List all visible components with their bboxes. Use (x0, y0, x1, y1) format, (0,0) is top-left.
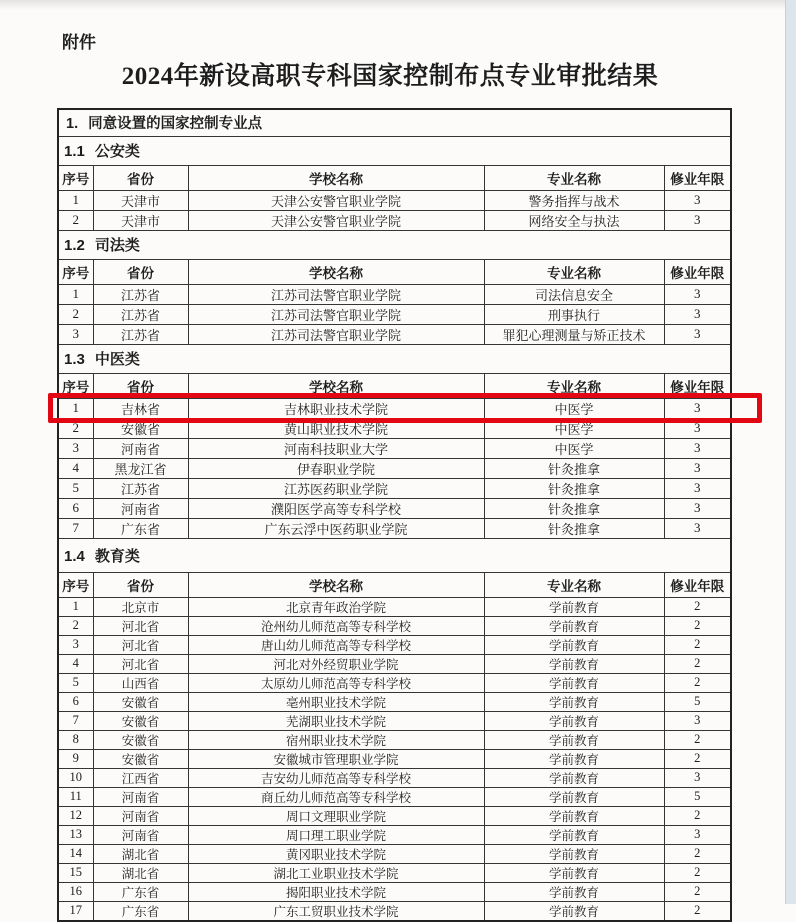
table-cell: 1 (58, 398, 93, 418)
section-number: 1.2 (64, 237, 85, 254)
table-cell: 2 (58, 304, 93, 324)
table-cell: 7 (58, 711, 93, 730)
table-cell: 5 (58, 673, 93, 692)
table-cell: 2 (664, 844, 731, 863)
column-header: 专业名称 (484, 373, 664, 398)
table-cell: 学前教育 (484, 749, 664, 768)
table-cell: 安徽省 (93, 749, 188, 768)
table-cell: 3 (664, 711, 731, 730)
table-row (58, 768, 731, 787)
table-cell: 3 (664, 825, 731, 844)
table-cell: 学前教育 (484, 673, 664, 692)
table-cell: 河南省 (93, 806, 188, 825)
table-cell: 5 (58, 478, 93, 498)
table-row (58, 806, 731, 825)
table-cell: 黄冈职业技术学院 (188, 844, 484, 863)
table-cell: 3 (664, 438, 731, 458)
table-cell: 针灸推拿 (484, 478, 664, 498)
table-cell: 7 (58, 518, 93, 538)
table-row (58, 825, 731, 844)
scan-top-shadow (0, 0, 796, 10)
table-cell: 3 (58, 438, 93, 458)
table-row (58, 478, 731, 498)
table-cell: 湖北工业职业技术学院 (188, 863, 484, 882)
table-cell: 揭阳职业技术学院 (188, 882, 484, 901)
table-cell: 安徽省 (93, 711, 188, 730)
table-cell: 学前教育 (484, 844, 664, 863)
table-cell: 1 (58, 190, 93, 210)
table-cell: 2 (664, 673, 731, 692)
table-cell: 6 (58, 498, 93, 518)
section-label (58, 538, 731, 572)
table-cell: 司法信息安全 (484, 284, 664, 304)
table-cell: 2 (664, 749, 731, 768)
table-cell: 河南省 (93, 787, 188, 806)
table-cell: 学前教育 (484, 711, 664, 730)
table-cell: 商丘幼儿师范高等专科学校 (188, 787, 484, 806)
page-title: 2024年新设高职专科国家控制布点专业审批结果 (121, 63, 659, 90)
column-header: 修业年限 (664, 165, 731, 190)
table-cell: 黑龙江省 (93, 458, 188, 478)
column-header: 省份 (93, 259, 188, 284)
table-cell: 学前教育 (484, 616, 664, 635)
table-cell: 天津市 (93, 210, 188, 230)
section-label (58, 109, 731, 136)
table-cell: 3 (58, 635, 93, 654)
table-row (58, 210, 731, 230)
table-row (58, 597, 731, 616)
section-number: 1. (66, 116, 79, 133)
table-cell: 河北对外经贸职业学院 (188, 654, 484, 673)
table-cell: 周口理工职业学院 (188, 825, 484, 844)
section-row (58, 344, 731, 373)
column-header: 学校名称 (188, 165, 484, 190)
table-cell: 学前教育 (484, 768, 664, 787)
table-cell: 14 (58, 844, 93, 863)
table-cell: 湖北省 (93, 844, 188, 863)
table-cell: 3 (664, 284, 731, 304)
table-cell: 江苏省 (93, 304, 188, 324)
table-cell: 江苏司法警官职业学院 (188, 324, 484, 344)
table-cell: 12 (58, 806, 93, 825)
table-cell: 河南省 (93, 498, 188, 518)
table-cell: 河南省 (93, 438, 188, 458)
table-cell: 2 (664, 730, 731, 749)
table-cell: 江苏省 (93, 284, 188, 304)
table-cell: 5 (664, 787, 731, 806)
table-cell: 网络安全与执法 (484, 210, 664, 230)
table-row (58, 844, 731, 863)
table-cell: 8 (58, 730, 93, 749)
table-row (58, 418, 731, 438)
table-cell: 3 (664, 458, 731, 478)
column-header: 省份 (93, 165, 188, 190)
table-cell: 北京青年政治学院 (188, 597, 484, 616)
table-cell: 3 (664, 398, 731, 418)
header-row (58, 259, 731, 284)
table-cell: 江苏省 (93, 478, 188, 498)
table-cell: 河北省 (93, 635, 188, 654)
table-cell: 江西省 (93, 768, 188, 787)
table-cell: 唐山幼儿师范高等专科学校 (188, 635, 484, 654)
table-cell: 3 (664, 518, 731, 538)
table-row (58, 863, 731, 882)
table-cell: 3 (664, 418, 731, 438)
table-cell: 2 (664, 635, 731, 654)
table-cell: 天津公安警官职业学院 (188, 190, 484, 210)
table-cell: 3 (664, 324, 731, 344)
table-cell: 学前教育 (484, 787, 664, 806)
main-section-row (58, 109, 731, 136)
column-header: 专业名称 (484, 165, 664, 190)
table-cell: 2 (664, 806, 731, 825)
table-cell: 吉安幼儿师范高等专科学校 (188, 768, 484, 787)
table-cell: 4 (58, 654, 93, 673)
table-row (58, 398, 731, 418)
table-row (58, 324, 731, 344)
table-cell: 学前教育 (484, 654, 664, 673)
column-header: 省份 (93, 373, 188, 398)
table-cell: 针灸推拿 (484, 518, 664, 538)
table-row (58, 673, 731, 692)
attachment-label: 附件 (62, 33, 96, 52)
table-cell: 江苏省 (93, 324, 188, 344)
table-cell: 2 (664, 616, 731, 635)
table-cell: 2 (664, 882, 731, 901)
column-header: 学校名称 (188, 572, 484, 597)
section-row (58, 538, 731, 572)
table-cell: 3 (58, 324, 93, 344)
column-header: 修业年限 (664, 259, 731, 284)
table-cell: 3 (664, 498, 731, 518)
section-name: 公安类 (94, 143, 140, 160)
table-cell: 2 (664, 863, 731, 882)
table-cell: 学前教育 (484, 882, 664, 901)
table-cell: 濮阳医学高等专科学校 (188, 498, 484, 518)
column-header: 专业名称 (484, 259, 664, 284)
table-cell: 吉林省 (93, 398, 188, 418)
table-cell: 周口文理职业学院 (188, 806, 484, 825)
column-header: 省份 (93, 572, 188, 597)
table-row (58, 882, 731, 901)
column-header: 专业名称 (484, 572, 664, 597)
scrollbar[interactable] (785, 0, 796, 904)
section-row (58, 136, 731, 165)
table-cell: 广东省 (93, 901, 188, 921)
table-row (58, 635, 731, 654)
table-cell: 安徽省 (93, 730, 188, 749)
table-row (58, 304, 731, 324)
table-cell: 学前教育 (484, 597, 664, 616)
table-cell: 刑事执行 (484, 304, 664, 324)
table-cell: 天津公安警官职业学院 (188, 210, 484, 230)
table-cell: 中医学 (484, 438, 664, 458)
table-row (58, 284, 731, 304)
header-row (58, 373, 731, 398)
approval-table (57, 108, 732, 922)
table-row (58, 730, 731, 749)
header-row (58, 165, 731, 190)
table-cell: 5 (664, 692, 731, 711)
table-cell: 17 (58, 901, 93, 921)
table-cell: 芜湖职业技术学院 (188, 711, 484, 730)
table-cell: 湖北省 (93, 863, 188, 882)
approval-table-body (58, 109, 731, 921)
table-cell: 9 (58, 749, 93, 768)
section-label (58, 230, 731, 259)
table-cell: 13 (58, 825, 93, 844)
table-cell: 北京市 (93, 597, 188, 616)
table-cell: 2 (58, 210, 93, 230)
table-cell: 江苏医药职业学院 (188, 478, 484, 498)
table-cell: 江苏司法警官职业学院 (188, 304, 484, 324)
section-name: 司法类 (94, 237, 140, 254)
table-cell: 6 (58, 692, 93, 711)
table-cell: 10 (58, 768, 93, 787)
header-row (58, 572, 731, 597)
section-number: 1.4 (64, 547, 85, 565)
table-cell: 伊春职业学院 (188, 458, 484, 478)
table-cell: 广东省 (93, 882, 188, 901)
table-cell: 3 (664, 210, 731, 230)
table-cell: 警务指挥与战术 (484, 190, 664, 210)
table-row (58, 518, 731, 538)
table-cell: 学前教育 (484, 692, 664, 711)
column-header: 学校名称 (188, 373, 484, 398)
table-cell: 16 (58, 882, 93, 901)
table-cell: 2 (664, 901, 731, 921)
table-row (58, 438, 731, 458)
table-row (58, 749, 731, 768)
table-cell: 沧州幼儿师范高等专科学校 (188, 616, 484, 635)
table-cell: 天津市 (93, 190, 188, 210)
section-name: 教育类 (94, 547, 140, 565)
table-cell: 2 (664, 654, 731, 673)
column-header: 修业年限 (664, 373, 731, 398)
table-cell: 2 (664, 597, 731, 616)
table-cell: 吉林职业技术学院 (188, 398, 484, 418)
table-cell: 学前教育 (484, 635, 664, 654)
table-cell: 广东工贸职业技术学院 (188, 901, 484, 921)
section-name: 同意设置的国家控制专业点 (88, 116, 263, 133)
column-header: 序号 (58, 572, 93, 597)
column-header: 学校名称 (188, 259, 484, 284)
table-cell: 安徽省 (93, 692, 188, 711)
table-cell: 安徽城市管理职业学院 (188, 749, 484, 768)
table-row (58, 692, 731, 711)
section-label (58, 344, 731, 373)
table-cell: 学前教育 (484, 730, 664, 749)
table-cell: 广东省 (93, 518, 188, 538)
table-cell: 江苏司法警官职业学院 (188, 284, 484, 304)
table-row (58, 901, 731, 921)
table-row (58, 787, 731, 806)
table-row (58, 190, 731, 210)
table-cell: 黄山职业技术学院 (188, 418, 484, 438)
table-cell: 学前教育 (484, 901, 664, 921)
table-cell: 1 (58, 284, 93, 304)
section-label (58, 136, 731, 165)
table-cell: 山西省 (93, 673, 188, 692)
table-row (58, 654, 731, 673)
table-cell: 学前教育 (484, 825, 664, 844)
table-cell: 1 (58, 597, 93, 616)
table-cell: 河南科技职业大学 (188, 438, 484, 458)
table-cell: 太原幼儿师范高等专科学校 (188, 673, 484, 692)
table-cell: 3 (664, 190, 731, 210)
table-cell: 11 (58, 787, 93, 806)
column-header: 修业年限 (664, 572, 731, 597)
table-cell: 广东云浮中医药职业学院 (188, 518, 484, 538)
table-cell: 针灸推拿 (484, 498, 664, 518)
table-cell: 3 (664, 304, 731, 324)
column-header: 序号 (58, 259, 93, 284)
table-cell: 宿州职业技术学院 (188, 730, 484, 749)
table-cell: 4 (58, 458, 93, 478)
table-cell: 河北省 (93, 654, 188, 673)
section-row (58, 230, 731, 259)
table-cell: 2 (58, 418, 93, 438)
table-cell: 15 (58, 863, 93, 882)
table-cell: 安徽省 (93, 418, 188, 438)
table-cell: 学前教育 (484, 863, 664, 882)
table-row (58, 711, 731, 730)
table-row (58, 616, 731, 635)
table-cell: 2 (58, 616, 93, 635)
column-header: 序号 (58, 165, 93, 190)
table-cell: 3 (664, 478, 731, 498)
table-cell: 河南省 (93, 825, 188, 844)
table-row (58, 458, 731, 478)
section-number: 1.3 (64, 351, 85, 368)
table-row (58, 498, 731, 518)
column-header: 序号 (58, 373, 93, 398)
section-number: 1.1 (64, 143, 85, 160)
table-cell: 学前教育 (484, 806, 664, 825)
section-name: 中医类 (94, 351, 140, 368)
table-cell: 罪犯心理测量与矫正技术 (484, 324, 664, 344)
table-cell: 3 (664, 768, 731, 787)
table-cell: 亳州职业技术学院 (188, 692, 484, 711)
table-cell: 河北省 (93, 616, 188, 635)
table-cell: 中医学 (484, 418, 664, 438)
table-cell: 中医学 (484, 398, 664, 418)
table-cell: 针灸推拿 (484, 458, 664, 478)
